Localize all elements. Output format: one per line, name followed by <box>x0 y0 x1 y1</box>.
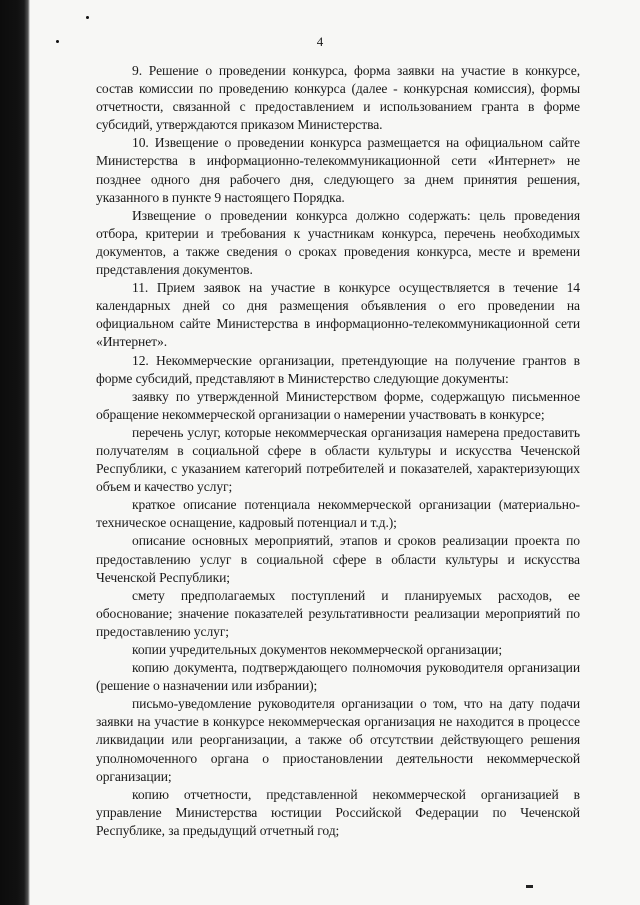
paragraph-announcement-content: Извещение о проведении конкурса должно содержать: цель проведения отбора, критерии и требования к участникам конкурса, перечень необходимых документов, а также сведения о сроках проведения конкурса, месте и времени представления документов. <box>96 207 580 278</box>
document-body <box>96 62 580 840</box>
scan-speck <box>86 16 89 19</box>
list-item-activities: описание основных мероприятий, этапов и сроков реализации проекта по предоставлению услуг в социальной сфере в области культуры и искусства Чеченской Республики; <box>96 533 580 585</box>
list-item-budget: смету предполагаемых поступлений и планируемых расходов, ее обоснование; значение показателей результативности реализации мероприятий по предоставлению услуг; <box>96 587 580 639</box>
page-number: 4 <box>316 34 324 49</box>
paragraph-12: 12. Некоммерческие организации, претендующие на получение грантов в форме субсидий, представляют в Министерство следующие документы: <box>96 352 580 386</box>
paragraph-9: 9. Решение о проведении конкурса, форма заявки на участие в конкурсе, состав комиссии по проведению конкурса (далее - конкурсная комиссия), формы отчетности, связанной с предоставлением и использованием гранта в форме субсидий, утверждаются приказом Министерства. <box>96 63 580 133</box>
list-item-authority-copy: копию документа, подтверждающего полномочия руководителя организации (решение о назначении или избрании); <box>96 660 580 694</box>
scan-speck <box>56 40 59 43</box>
list-item-charter-copies: копии учредительных документов некоммерческой организации; <box>132 642 503 657</box>
paragraph-11: 11. Прием заявок на участие в конкурсе осуществляется в течение 14 календарных дней со дня размещения объявления о его проведении на официальном сайте Министерства в информационно-телекоммуникационной сети «Интернет». <box>96 280 580 350</box>
paragraph-10: 10. Извещение о проведении конкурса размещается на официальном сайте Министерства в информационно-телекоммуникационной сети «Интернет» не позднее одного дня рабочего дня, следующего за днем принятия решения, указанного в пункте 9 настоящего Порядка. <box>96 135 580 205</box>
scan-dark-edge <box>0 0 30 905</box>
list-item-reporting-copy: копию отчетности, представленной некоммерческой организацией в управление Министерства юстиции Российской Федерации по Чеченской Республике, за предыдущий отчетный год; <box>96 786 580 838</box>
list-item-potential: краткое описание потенциала некоммерческой организации (материально-техническое оснащение, кадровый потенциал и т.д.); <box>96 497 580 531</box>
list-item-services: перечень услуг, которые некоммерческая организация намерена предоставить получателям в социальной сфере в области культуры и искусства Чеченской Республики, с указанием категорий потребителей и показателей, характеризующих объем и качество услуг; <box>96 424 580 495</box>
scan-speck <box>526 885 533 888</box>
list-item-application: заявку по утвержденной Министерством форме, содержащую письменное обращение некоммерческой организации о намерении участвовать в конкурсе; <box>96 388 580 422</box>
list-item-notice-letter: письмо-уведомление руководителя организации о том, что на дату подачи заявки на участие в конкурсе некоммерческая организация не находится в процессе ликвидации или реорганизации, а также об отсутствии действующего решения уполномоченного органа о приостановлении деятельности некоммерческой организации; <box>96 696 580 784</box>
